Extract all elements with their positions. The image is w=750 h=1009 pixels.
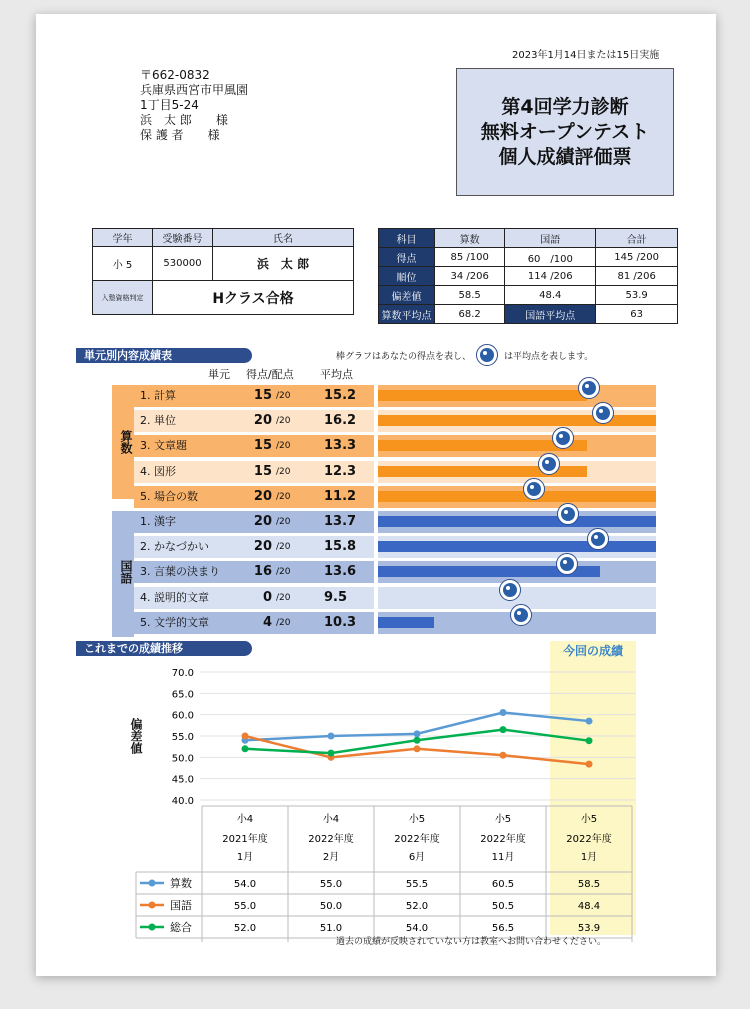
math-avg: 68.2	[435, 305, 505, 324]
student-name: 浜 太 郎	[213, 247, 354, 281]
score-row-label: 得点	[379, 248, 435, 267]
data-value-label: 54.0	[405, 923, 429, 934]
unit-name: 5. 文学的文章	[140, 615, 209, 629]
x-tick-month: 6月	[408, 852, 426, 863]
data-value-label: 52.0	[233, 923, 257, 934]
unit-name: 2. かなづかい	[140, 540, 209, 554]
unit-avg: 13.7	[324, 514, 357, 529]
data-value-label: 58.5	[577, 879, 601, 890]
data-point	[242, 733, 249, 740]
unit-name: 3. 言葉の決まり	[140, 565, 220, 579]
unit-name: 2. 単位	[140, 414, 176, 428]
unit-name: 3. 文章題	[140, 439, 187, 453]
unit-name: 4. 図形	[140, 464, 176, 478]
total-header: 合計	[596, 229, 678, 248]
judge-result: Hクラス合格	[153, 281, 354, 315]
data-value-label: 51.0	[319, 923, 343, 934]
exam-date: 2023年1月14日または15日実施	[512, 50, 660, 61]
unit-max: /20	[276, 617, 291, 628]
data-value-label: 53.9	[577, 923, 601, 934]
legend-label: 国語	[170, 899, 192, 912]
unit-max: /20	[276, 466, 291, 477]
trend-line-chart	[36, 14, 716, 976]
unit-name: 5. 場合の数	[140, 489, 198, 503]
jp-rank: 114 /206	[505, 267, 596, 286]
unit-score: 20	[253, 413, 272, 429]
trend-section-title: これまでの成績推移	[76, 641, 252, 656]
score-header: 得点/配点	[246, 368, 294, 381]
data-point	[414, 737, 421, 744]
legend-label: 総合	[170, 921, 192, 934]
data-point	[586, 718, 593, 725]
total-score: 145 /200	[596, 248, 678, 267]
math-group-label: 算数	[119, 430, 133, 454]
jp-dev: 48.4	[505, 286, 596, 305]
subject-header: 科目	[379, 229, 435, 248]
y-tick-label: 55.0	[171, 732, 194, 743]
data-point	[242, 745, 249, 752]
x-tick-grade: 小5	[408, 814, 426, 825]
unit-score: 16	[253, 564, 272, 580]
data-value-label: 54.0	[233, 879, 257, 890]
unit-avg: 9.5	[324, 589, 348, 605]
x-tick-month: 1月	[580, 852, 598, 863]
x-tick-month: 1月	[236, 852, 254, 863]
unit-max: /20	[276, 491, 291, 502]
address-line: 1丁目5-24	[140, 98, 199, 112]
id-value: 530000	[153, 247, 213, 281]
data-point	[500, 726, 507, 733]
unit-note-2: は平均点を表します。	[504, 352, 594, 362]
unit-name: 1. 漢字	[140, 515, 176, 528]
data-point	[414, 730, 421, 737]
unit-note: 棒グラフはあなたの得点を表し、	[336, 352, 472, 362]
x-tick-grade: 小4	[236, 814, 254, 825]
unit-score: 4	[262, 614, 272, 630]
jp-score: 60 /100	[505, 248, 596, 267]
unit-score: 15	[253, 438, 272, 454]
unit-score: 20	[253, 488, 272, 504]
report-sheet	[36, 14, 716, 976]
unit-avg: 15.2	[324, 388, 357, 403]
data-point	[500, 709, 507, 716]
name-header: 氏名	[213, 229, 354, 247]
y-tick-label: 65.0	[171, 689, 194, 701]
x-tick-grade: 小4	[322, 814, 340, 825]
math-avg-label: 算数平均点	[379, 305, 435, 324]
data-value-label: 50.0	[319, 901, 343, 912]
unit-max: /20	[276, 567, 291, 578]
rank-row-label: 順位	[379, 267, 435, 286]
total-dev: 53.9	[596, 286, 678, 305]
id-header: 受験番号	[153, 229, 213, 247]
legend-marker	[149, 880, 156, 887]
jp-avg-label: 国語平均点	[505, 305, 596, 324]
unit-avg: 13.6	[324, 564, 357, 580]
jp-avg: 63	[596, 305, 678, 324]
math-rank: 34 /206	[435, 267, 505, 286]
jp-group-label: 国語	[119, 560, 133, 584]
x-tick-grade: 小5	[580, 814, 598, 825]
x-tick-year: 2022年度	[566, 834, 612, 845]
unit-max: /20	[276, 391, 291, 401]
footnote: 過去の成績が反映されていない方は教室へお問い合わせください。	[336, 937, 607, 947]
jp-header: 国語	[505, 229, 596, 248]
unit-score: 15	[253, 388, 272, 403]
data-point	[500, 752, 507, 759]
data-value-label: 55.5	[405, 879, 429, 890]
unit-avg: 16.2	[324, 413, 357, 429]
judge-label: 入塾資格判定	[93, 281, 153, 315]
legend-marker	[149, 924, 156, 931]
math-score: 85 /100	[435, 248, 505, 267]
unit-max: /20	[276, 416, 291, 427]
dev-row-label: 偏差値	[379, 286, 435, 305]
total-rank: 81 /206	[596, 267, 678, 286]
unit-score: 20	[253, 514, 272, 529]
x-tick-year: 2022年度	[308, 834, 354, 845]
address-line: 浜 太 郎 様	[140, 113, 228, 127]
x-tick-grade: 小5	[494, 814, 512, 825]
data-point	[414, 745, 421, 752]
unit-max: /20	[276, 542, 291, 553]
legend-marker	[149, 902, 156, 909]
unit-avg: 15.8	[324, 539, 357, 555]
data-point	[328, 750, 335, 757]
unit-max: /20	[276, 592, 291, 603]
unit-avg: 12.3	[324, 463, 357, 479]
math-header: 算数	[435, 229, 505, 248]
unit-score: 20	[253, 539, 272, 555]
unit-max: /20	[276, 517, 291, 527]
data-point	[586, 761, 593, 768]
x-tick-year: 2022年度	[394, 834, 440, 845]
unit-avg: 13.3	[324, 438, 357, 454]
current-label: 今回の成績	[562, 644, 623, 658]
data-value-label: 55.0	[233, 901, 257, 912]
unit-score: 0	[262, 589, 272, 605]
y-axis-label: 偏差値	[129, 718, 143, 754]
legend-label: 算数	[170, 877, 192, 890]
unit-score: 15	[253, 463, 272, 479]
y-tick-label: 40.0	[171, 796, 194, 807]
data-value-label: 55.0	[319, 879, 343, 890]
data-point	[328, 733, 335, 740]
unit-name: 4. 説明的文章	[140, 590, 209, 604]
unit-avg: 10.3	[324, 614, 357, 630]
grade-header: 学年	[93, 229, 153, 247]
address-line: 〒662-0832	[140, 68, 210, 82]
unit-name: 1. 計算	[140, 389, 176, 402]
x-tick-year: 2021年度	[222, 834, 268, 845]
grade-value: 小 5	[93, 247, 153, 281]
address-line: 保 護 者 様	[140, 128, 220, 142]
data-value-label: 50.5	[491, 901, 515, 912]
x-tick-year: 2022年度	[480, 834, 526, 845]
x-tick-month: 2月	[322, 852, 340, 863]
y-tick-label: 50.0	[171, 753, 194, 765]
avg-header: 平均点	[320, 368, 353, 381]
unit-section-title: 単元別内容成績表	[76, 348, 252, 363]
y-tick-label: 70.0	[171, 668, 194, 679]
title-line: 無料オープンテスト	[480, 120, 650, 143]
data-value-label: 52.0	[405, 901, 429, 912]
title-line: 第4回学力診断	[501, 95, 629, 118]
address-line: 兵庫県西宮市甲風園	[140, 83, 249, 97]
title-line: 個人成績評価票	[498, 145, 632, 168]
y-tick-label: 60.0	[171, 710, 194, 722]
unit-avg: 11.2	[324, 488, 357, 504]
data-value-label: 60.5	[491, 879, 515, 890]
data-value-label: 48.4	[577, 901, 601, 912]
math-dev: 58.5	[435, 286, 505, 305]
data-point	[586, 737, 593, 744]
unit-header: 単元	[208, 368, 230, 381]
x-tick-month: 11月	[491, 852, 515, 863]
unit-max: /20	[276, 441, 291, 452]
y-tick-label: 45.0	[171, 774, 194, 786]
data-value-label: 56.5	[491, 923, 515, 934]
